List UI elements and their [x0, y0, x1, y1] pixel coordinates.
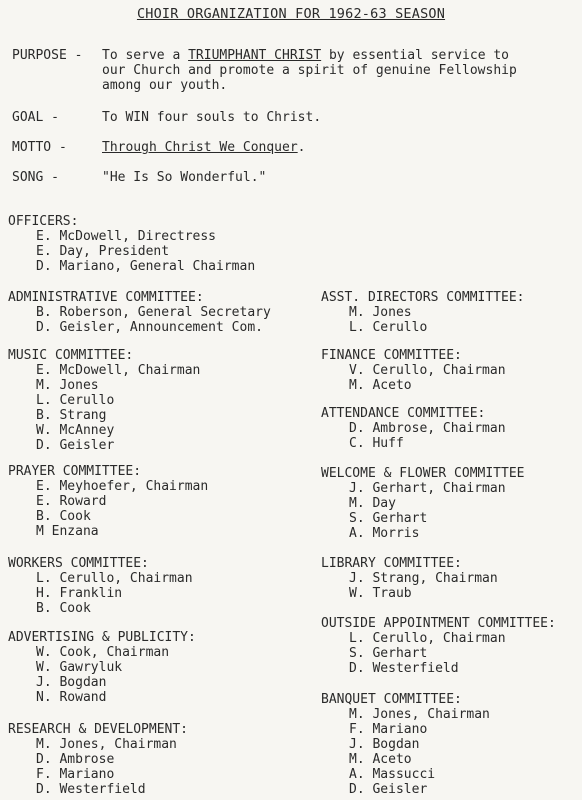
committee-music [8, 348, 200, 453]
committee-member: F. Mariano [36, 767, 115, 782]
committee-members [8, 645, 196, 705]
goal-label: GOAL - [12, 110, 59, 125]
committee-members [8, 571, 193, 616]
committee-member: J. Bogdan [349, 737, 420, 752]
committee-member: L. Cerullo, Chairman [36, 571, 193, 586]
officer-item: E. McDowell, Directress [36, 229, 217, 244]
committee-outside-appointment [321, 616, 556, 676]
committee-member: B. Strang [36, 408, 107, 423]
committee-banquet [321, 692, 490, 797]
motto-label: MOTTO - [12, 140, 67, 155]
officer-item: D. Mariano, General Chairman [36, 259, 256, 274]
motto-underlined: Through Christ We Conquer [102, 140, 298, 155]
committee-member: M. Day [349, 496, 396, 511]
document-title: CHOIR ORGANIZATION FOR 1962-63 SEASON [136, 6, 446, 22]
committee-member: M. Aceto [349, 378, 412, 393]
committee-members [8, 737, 188, 797]
committee-members [321, 707, 490, 797]
committee-member: A. Massucci [349, 767, 436, 782]
committee-member: L. Cerullo, Chairman [349, 631, 506, 646]
committee-member: S. Gerhart [349, 646, 428, 661]
committee-member: D. Geisler [349, 782, 428, 797]
committee-member: D. Westerfield [349, 661, 459, 676]
officers-title: OFFICERS: [8, 214, 79, 229]
committee-member: B. Cook [36, 601, 91, 616]
committee-title: WORKERS COMMITTEE: [8, 556, 149, 571]
committee-member: B. Cook [36, 509, 91, 524]
committee-title: FINANCE COMMITTEE: [321, 348, 462, 363]
committee-title: MUSIC COMMITTEE: [8, 348, 134, 363]
committee-member: J. Strang, Chairman [349, 571, 498, 586]
purpose-label: PURPOSE - [12, 48, 83, 63]
committee-member: J. Bogdan [36, 675, 107, 690]
committee-member: N. Rowand [36, 690, 107, 705]
committee-members [8, 479, 208, 539]
committee-asst-directors [321, 290, 525, 335]
committee-member: D. Geisler, Announcement Com. [36, 320, 263, 335]
committee-member: E. Roward [36, 494, 107, 509]
purpose-line1-post: by essential service to [321, 48, 509, 63]
purpose-emphasis: TRIUMPHANT CHRIST [188, 48, 322, 63]
committee-prayer [8, 464, 208, 539]
committee-members [321, 571, 498, 601]
committee-member: L. Cerullo [36, 393, 115, 408]
motto-text [102, 140, 306, 155]
committee-title: BANQUET COMMITTEE: [321, 692, 462, 707]
committee-member: W. Cook, Chairman [36, 645, 170, 660]
committee-member: V. Cerullo, Chairman [349, 363, 506, 378]
committee-members [321, 421, 506, 451]
committee-title: OUTSIDE APPOINTMENT COMMITTEE: [321, 616, 556, 631]
committee-member: L. Cerullo [349, 320, 428, 335]
committee-member: H. Franklin [36, 586, 123, 601]
committee-member: E. Meyhoefer, Chairman [36, 479, 209, 494]
committee-member: M. Jones, Chairman [349, 707, 490, 722]
committee-member: M. Aceto [349, 752, 412, 767]
committee-members [8, 305, 271, 335]
committee-member: M. Jones [36, 378, 99, 393]
song-text: "He Is So Wonderful." [102, 170, 267, 185]
committee-member: M Enzana [36, 524, 99, 539]
committee-title: ASST. DIRECTORS COMMITTEE: [321, 290, 525, 305]
officers-section [8, 214, 255, 274]
committee-title: LIBRARY COMMITTEE: [321, 556, 462, 571]
purpose-text [102, 48, 517, 93]
committee-member: D. Ambrose, Chairman [349, 421, 506, 436]
committee-advertising [8, 630, 196, 705]
committee-member: M. Jones [349, 305, 412, 320]
committee-administrative [8, 290, 271, 335]
committee-member: F. Mariano [349, 722, 428, 737]
committee-member: E. McDowell, Chairman [36, 363, 201, 378]
committee-title: WELCOME & FLOWER COMMITTEE [321, 466, 525, 481]
committee-title: ADVERTISING & PUBLICITY: [8, 630, 196, 645]
song-label: SONG - [12, 170, 59, 185]
committee-member: W. Gawryluk [36, 660, 123, 675]
committee-member: W. Traub [349, 586, 412, 601]
committee-research [8, 722, 188, 797]
goal-text: To WIN four souls to Christ. [102, 110, 322, 125]
purpose-line1-pre: To serve a [102, 48, 189, 63]
committee-member: A. Morris [349, 526, 420, 541]
committee-member: B. Roberson, General Secretary [36, 305, 271, 320]
committee-members [321, 363, 506, 393]
committee-members [321, 481, 525, 541]
committee-member: C. Huff [349, 436, 404, 451]
purpose-line-3: among our youth. [102, 78, 228, 93]
committee-member: J. Gerhart, Chairman [349, 481, 506, 496]
committee-members [8, 363, 200, 453]
committee-members [321, 631, 556, 676]
committee-member: D. Ambrose [36, 752, 115, 767]
committee-member: D. Westerfield [36, 782, 146, 797]
committee-attendance [321, 406, 506, 451]
officers-list [8, 229, 255, 274]
committee-member: W. McAnney [36, 423, 115, 438]
officer-item: E. Day, President [36, 244, 170, 259]
committee-member: D. Geisler [36, 438, 115, 453]
committee-member: M. Jones, Chairman [36, 737, 177, 752]
committee-library [321, 556, 498, 601]
committee-member: S. Gerhart [349, 511, 428, 526]
motto-tail: . [297, 140, 306, 155]
committee-workers [8, 556, 193, 616]
purpose-line-1 [102, 48, 517, 63]
committee-title: ATTENDANCE COMMITTEE: [321, 406, 486, 421]
purpose-line-2: our Church and promote a spirit of genuine Fellowship [102, 63, 517, 78]
committee-title: RESEARCH & DEVELOPMENT: [8, 722, 189, 737]
committee-finance [321, 348, 506, 393]
committee-welcome-flower [321, 466, 525, 541]
committee-title: PRAYER COMMITTEE: [8, 464, 142, 479]
committee-members [321, 305, 525, 335]
committee-title: ADMINISTRATIVE COMMITTEE: [8, 290, 204, 305]
